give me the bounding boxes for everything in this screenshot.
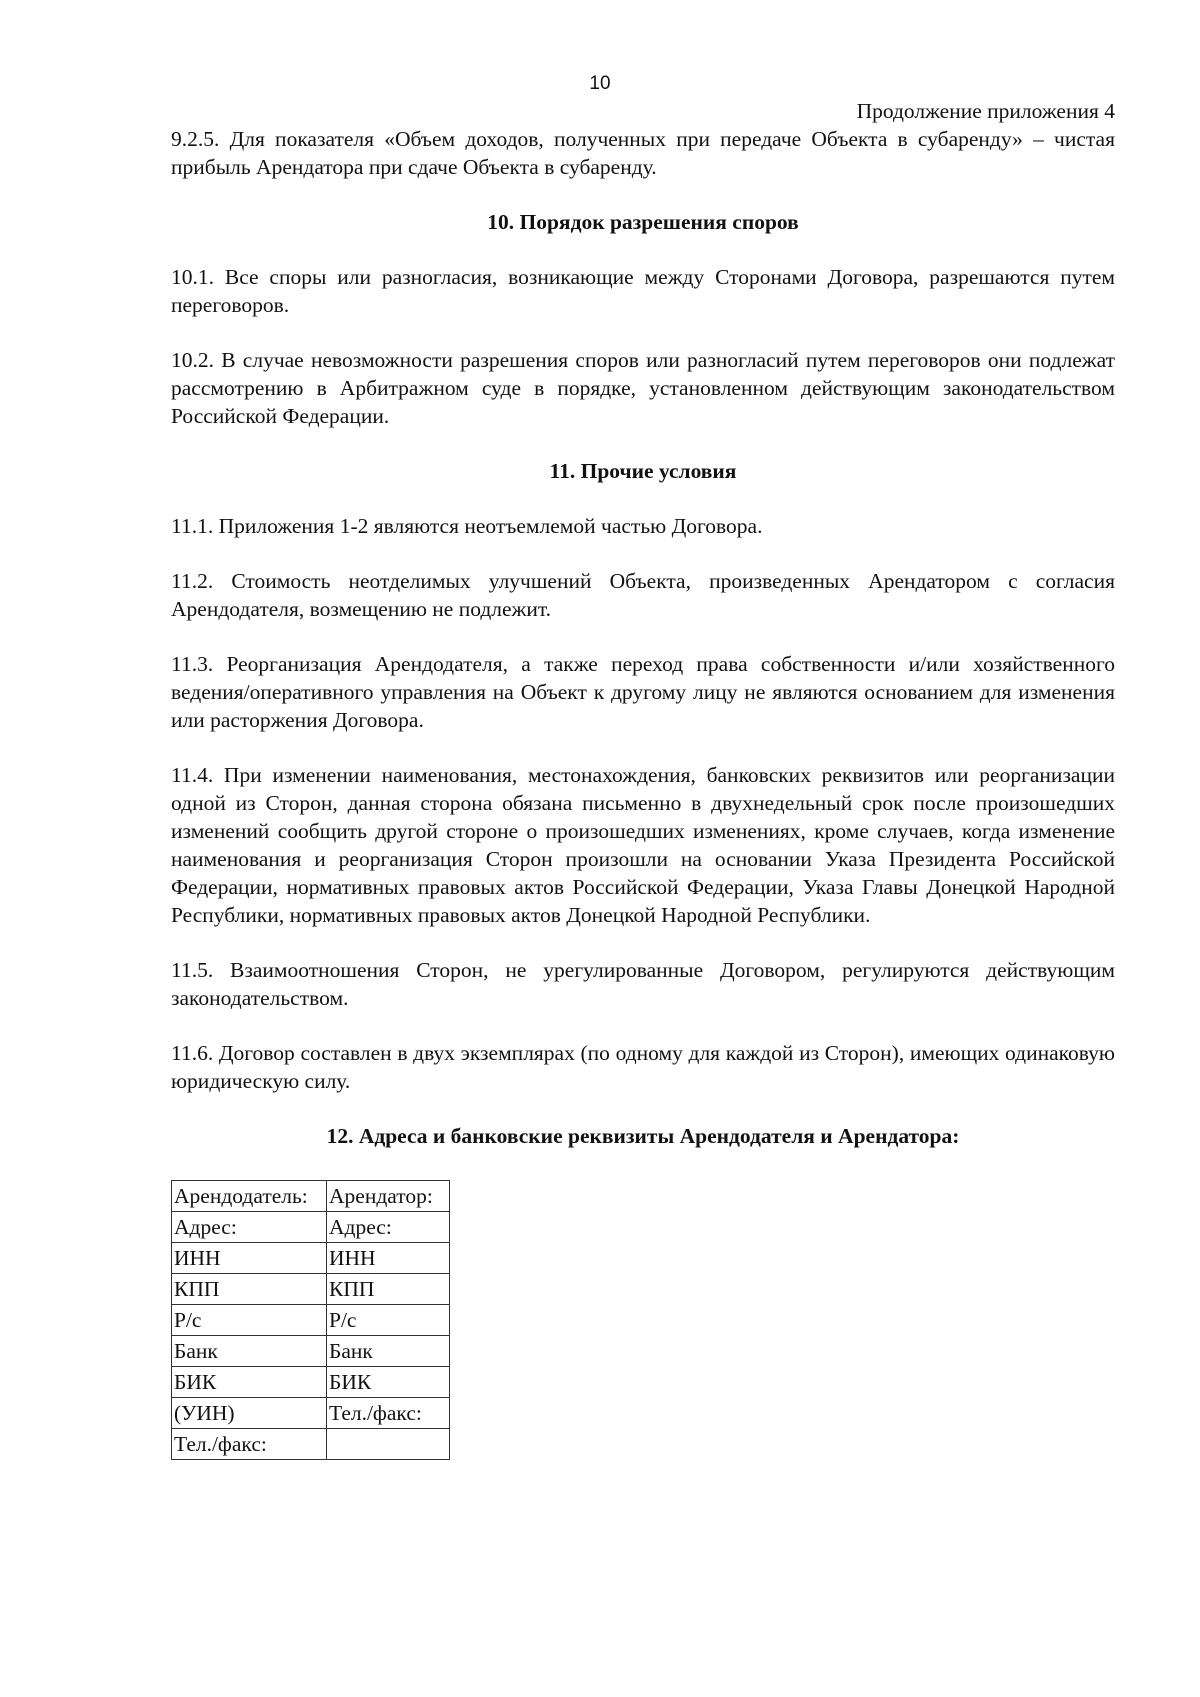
section-12-title: 12. Адреса и банковские реквизиты Арендодателя и Арендатора: bbox=[326, 1124, 960, 1148]
table-row bbox=[172, 1305, 450, 1336]
paragraph-11-4: 11.4. При изменении наименования, местонахождения, банковских реквизитов или реорганизации одной из Сторон, данная сторона обязана письменно в двухнедельный срок после произошедших изменений сообщить другой стороне о произошедших изменениях, кроме случаев, когда изменение наименования и реорганизация Сторон произошли на основании Указа Президента Российской Федерации, нормативных правовых актов Российской Федерации, Указа Главы Донецкой Народной Республики, нормативных правовых актов Донецкой Народной Республики. bbox=[171, 763, 1115, 927]
table-cell-landlord: КПП bbox=[172, 1274, 327, 1305]
table-cell-tenant: ИНН bbox=[327, 1243, 450, 1274]
paragraph-10-1: 10.1. Все споры или разногласия, возникающие между Сторонами Договора, разрешаются путем переговоров. bbox=[171, 265, 1115, 317]
table-cell-tenant: Арендатор: bbox=[327, 1181, 450, 1212]
table-row bbox=[172, 1336, 450, 1367]
table-cell-landlord: (УИН) bbox=[172, 1398, 327, 1429]
paragraph-11-3: 11.3. Реорганизация Арендодателя, а также переход права собственности и/или хозяйственного ведения/оперативного управления на Объект к другому лицу не являются основанием для изменения или расторжения Договора. bbox=[171, 652, 1115, 732]
paragraph-11-6: 11.6. Договор составлен в двух экземплярах (по одному для каждой из Сторон), имеющих одинаковую юридическую силу. bbox=[171, 1041, 1115, 1093]
table-cell-landlord: Тел./факс: bbox=[172, 1429, 327, 1460]
table-cell-landlord: БИК bbox=[172, 1367, 327, 1398]
table-cell-landlord: Банк bbox=[172, 1336, 327, 1367]
table-cell-landlord: Р/с bbox=[172, 1305, 327, 1336]
table-cell-landlord: ИНН bbox=[172, 1243, 327, 1274]
table-cell-tenant: БИК bbox=[327, 1367, 450, 1398]
table-cell-tenant: Банк bbox=[327, 1336, 450, 1367]
table-cell-tenant bbox=[327, 1429, 450, 1460]
table-row bbox=[172, 1243, 450, 1274]
table-cell-tenant: Тел./факс: bbox=[327, 1398, 450, 1429]
table-cell-landlord: Арендодатель: bbox=[172, 1181, 327, 1212]
paragraph-10-2: 10.2. В случае невозможности разрешения споров или разногласий путем переговоров они подлежат рассмотрению в Арбитражном суде в порядке, установленном действующим законодательством Российской Федерации. bbox=[171, 348, 1115, 428]
section-11-title: 11. Прочие условия bbox=[549, 459, 737, 483]
paragraph-11-1: 11.1. Приложения 1-2 являются неотъемлемой частью Договора. bbox=[171, 514, 763, 538]
table-row bbox=[172, 1429, 450, 1460]
paragraph-11-2: 11.2. Стоимость неотделимых улучшений Объекта, произведенных Арендатором с согласия Арендодателя, возмещению не подлежит. bbox=[171, 569, 1115, 621]
paragraph-11-5: 11.5. Взаимоотношения Сторон, не урегулированные Договором, регулируются действующим законодательством. bbox=[171, 958, 1115, 1010]
table-cell-tenant: Р/с bbox=[327, 1305, 450, 1336]
table-cell-tenant: Адрес: bbox=[327, 1212, 450, 1243]
paragraph-9-2-5: 9.2.5. Для показателя «Объем доходов, полученных при передаче Объекта в субаренду» – чистая прибыль Арендатора при сдаче Объекта в субаренду. bbox=[171, 127, 1115, 179]
table-cell-tenant: КПП bbox=[327, 1274, 450, 1305]
page-number: 10 bbox=[589, 73, 611, 94]
table-row bbox=[172, 1212, 450, 1243]
document-body bbox=[171, 97, 1115, 1460]
requisites-table bbox=[171, 1180, 450, 1460]
table-row bbox=[172, 1181, 450, 1212]
table-row bbox=[172, 1367, 450, 1398]
annex-label: Продолжение приложения 4 bbox=[856, 99, 1115, 123]
table-row bbox=[172, 1274, 450, 1305]
table-row bbox=[172, 1398, 450, 1429]
table-cell-landlord: Адрес: bbox=[172, 1212, 327, 1243]
section-10-title: 10. Порядок разрешения споров bbox=[487, 210, 799, 234]
